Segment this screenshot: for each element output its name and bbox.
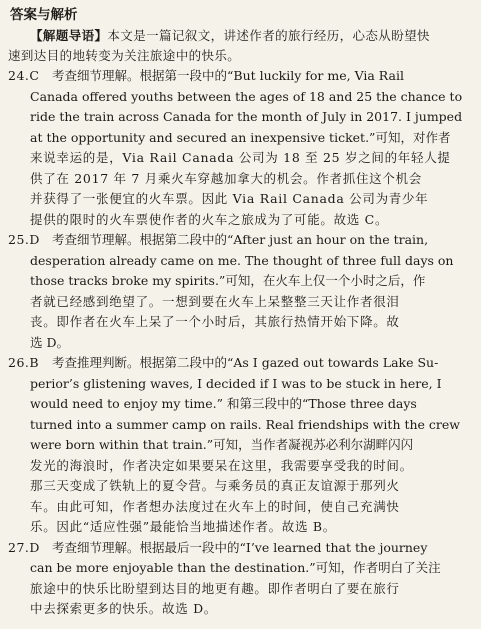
answer-line: 并获得了一张便宜的火车票。因此 Via Rail Canada 公司为青少年 [30,191,429,206]
answer-line: were born within that train.”可知，当作者凝视苏必利尔湖畔闪闪 [30,437,414,452]
answer-line: 丧。即作者在火车上呆了一个小时后，其旅行热情开始下降。故 [30,314,400,329]
intro-line-1: 本文是一篇记叙文，讲述作者的旅行经历，心态从盼望快 [107,28,430,43]
answer-line: Canada offered youths between the ages of 18 and 25 the chance to [30,88,463,104]
answer-number: 26.B [8,355,40,370]
answer-line: ride the train across Canada for the month of July in 2017. I jumped [30,109,463,124]
answer-line: 旅途中的快乐比盼望到达目的地更有趣。即作者明白了要在旅行 [30,580,400,596]
answer-line: 那三天变成了铁轨上的夏令营。与乘务员的真正友谊源于那列火 [30,478,400,493]
answer-line: those tracks broke my spirits.”可知，在火车上仅一个小时之后，作 [30,273,426,288]
answer-line: perior’s glistening waves, I decided if I was to be stuck in here, I [30,375,442,391]
answer-line: would need to enjoy my time.” 和第三段中的“Those three days [30,396,417,411]
answer-line: turned into a summer camp on rails. Real friendships with the crew [30,416,460,432]
answer-line: 乐。因此“适应性强”最能恰当地描述作者。故选 B。 [30,519,336,534]
intro-paragraph [8,26,473,66]
answer-line: 选 D。 [30,334,69,350]
answer-line: 中去探索更多的快乐。故选 D。 [30,601,217,616]
answer-item-27 [8,538,473,620]
answer-line: 来说幸运的是，Via Rail Canada 公司为 18 至 25 岁之间的年轻人提 [30,150,451,165]
answer-line: 考查细节理解。根据第二段中的“After just an hour on the train, [52,232,429,247]
answer-line: 提供的限时的火车票使作者的火车之旅成为了可能。故选 C。 [30,211,389,227]
answer-number: 27.D [8,539,40,555]
answer-line: 供了在 2017 年 7 月乘火车穿越加拿大的机会。作者抓住这个机会 [30,170,422,186]
answer-number: 25.D [8,232,40,247]
answer-line: 考查细节理解。根据最后一段中的“I’ve learned that the journey [52,539,428,555]
answer-line: 考查细节理解。根据第一段中的“But luckily for me, Via Rail [52,68,404,83]
answer-item-26 [8,353,473,538]
answer-line: desperation already came on me. The thought of three full days on [30,252,454,268]
answer-number: 24.C [8,68,40,83]
answer-line: at the opportunity and secured an inexpensive ticket.”可知，对作者 [30,129,451,145]
section-heading: 答案与解析 [10,7,78,23]
intro-line-2: 速到达目的地转变为关注旅途中的快乐。 [8,48,241,63]
answer-item-24 [8,66,473,230]
intro-tag: 【解题导语】 [30,28,108,43]
answer-line: can be more enjoyable than the destination.”可知，作者明白了关注 [30,560,441,575]
answer-line: 车。由此可知，作者想办法度过在火车上的时间，使自己充满快 [30,498,400,514]
answer-line: 发光的海浪时，作者决定如果要呆在这里，我需要享受我的时间。 [30,457,413,473]
answer-line: 考查推理判断。根据第二段中的“As I gazed out towards Lake Su- [52,355,439,370]
answer-item-25 [8,230,473,353]
answer-line: 者就已经感到绝望了。一想到要在火车上呆整整三天让作者很泪 [30,293,400,309]
